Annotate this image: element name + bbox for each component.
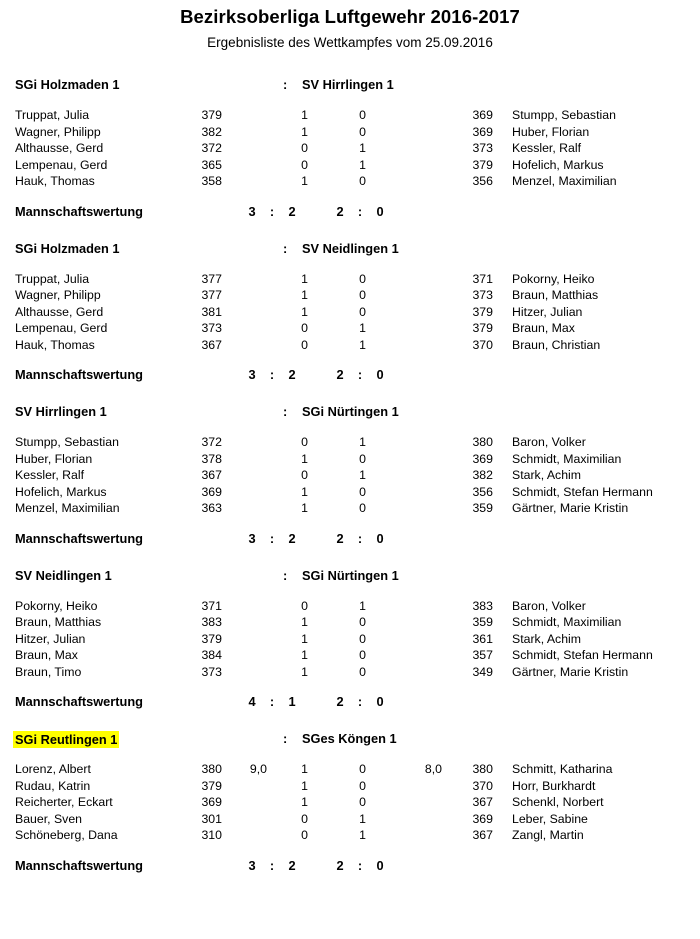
team-result-away-mp: 0 xyxy=(376,203,384,219)
team-result-separator: : xyxy=(269,203,275,219)
away-shooter-score: 371 xyxy=(472,271,493,286)
home-points: 1 xyxy=(301,484,308,499)
team-result-home-pts: 3 xyxy=(248,530,256,546)
away-shooter-score: 369 xyxy=(472,811,493,826)
team-result-label: Mannschaftswertung xyxy=(15,203,143,219)
table-row xyxy=(0,435,700,452)
home-shooter-name: Huber, Florian xyxy=(15,451,93,466)
page-title: Bezirksoberliga Luftgewehr 2016-2017 xyxy=(180,6,520,27)
team-result-row xyxy=(0,694,700,714)
home-shooter-name: Hauk, Thomas xyxy=(15,337,95,352)
versus-separator: : xyxy=(283,240,288,256)
team-result-home-mp: 2 xyxy=(336,857,344,873)
home-shooter-score: 367 xyxy=(201,468,222,482)
team-result-label: Mannschaftswertung xyxy=(15,530,143,546)
away-points: 1 xyxy=(359,468,366,482)
away-points: 0 xyxy=(359,288,366,302)
home-shooter-name: Kessler, Ralf xyxy=(15,468,85,482)
home-team-name: SGi Reutlingen 1 xyxy=(15,732,118,747)
away-shooter-name: Braun, Christian xyxy=(512,337,601,352)
home-shooter-score: 373 xyxy=(201,664,222,679)
home-shooter-score: 379 xyxy=(201,778,222,793)
match-block xyxy=(0,568,700,715)
table-row xyxy=(0,501,700,518)
away-team-name: SGi Nürtingen 1 xyxy=(302,404,399,419)
away-points: 1 xyxy=(359,598,366,613)
away-points: 0 xyxy=(359,484,366,499)
home-shooter-score: 373 xyxy=(201,321,222,335)
home-shooter-name: Lorenz, Albert xyxy=(15,762,91,776)
home-shooter-name: Lempenau, Gerd xyxy=(15,321,108,335)
home-points: 1 xyxy=(301,501,308,515)
team-result-away-pts: 2 xyxy=(288,530,296,546)
home-shooter-name: Truppat, Julia xyxy=(15,108,90,122)
team-result-separator: : xyxy=(269,530,275,546)
home-shooter-name: Braun, Max xyxy=(15,648,78,662)
away-shooter-name: Schmitt, Katharina xyxy=(512,762,613,776)
away-shooter-score: 357 xyxy=(472,648,493,662)
away-shooter-name: Stark, Achim xyxy=(512,631,582,646)
away-points: 1 xyxy=(359,811,366,826)
home-points: 1 xyxy=(301,271,308,286)
home-points: 0 xyxy=(301,828,308,842)
away-points: 0 xyxy=(359,664,366,679)
home-shooter-name: Wagner, Philipp xyxy=(15,124,101,139)
away-shooter-name: Schenkl, Norbert xyxy=(512,795,604,809)
team-result-away-pts: 2 xyxy=(288,203,296,219)
home-points: 1 xyxy=(301,451,308,466)
match-block xyxy=(0,241,700,388)
home-shooter-score: 310 xyxy=(201,828,222,842)
home-shooter-score: 377 xyxy=(201,271,222,286)
home-shooter-score: 365 xyxy=(201,157,222,172)
team-result-separator: : xyxy=(357,203,363,219)
away-points: 0 xyxy=(359,615,366,629)
team-result-row xyxy=(0,204,700,224)
away-shooter-name: Stark, Achim xyxy=(512,468,582,482)
team-result-away-pts: 2 xyxy=(288,857,296,873)
team-result-separator: : xyxy=(357,530,363,546)
home-shooter-name: Hauk, Thomas xyxy=(15,174,95,188)
away-shooter-score: 373 xyxy=(472,288,493,302)
away-shooter-score: 361 xyxy=(472,631,493,646)
away-points: 0 xyxy=(359,304,366,319)
team-result-away-mp: 0 xyxy=(376,694,384,709)
home-team-name: SV Hirrlingen 1 xyxy=(15,404,107,419)
team-result-row xyxy=(0,858,700,878)
table-row xyxy=(0,338,700,355)
home-shooter-name: Menzel, Maximilian xyxy=(15,501,120,515)
team-result-separator: : xyxy=(357,694,363,709)
home-shooter-name: Braun, Matthias xyxy=(15,615,102,629)
away-points: 0 xyxy=(359,108,366,122)
home-shooter-name: Reicherter, Eckart xyxy=(15,795,113,809)
team-result-separator: : xyxy=(269,367,275,382)
away-shooter-score: 380 xyxy=(472,435,493,449)
match-header xyxy=(0,731,700,753)
shooter-rows xyxy=(0,435,700,518)
away-shooter-score: 380 xyxy=(472,762,493,776)
table-row xyxy=(0,452,700,469)
away-shooter-name: Zangl, Martin xyxy=(512,828,584,842)
team-result-home-mp: 2 xyxy=(336,530,344,546)
home-shooter-name: Braun, Timo xyxy=(15,664,82,679)
away-shooter-name: Kessler, Ralf xyxy=(512,141,582,155)
away-shooter-name: Schmidt, Maximilian xyxy=(512,451,622,466)
table-row xyxy=(0,108,700,125)
team-result-home-pts: 3 xyxy=(248,203,256,219)
home-shooter-score: 380 xyxy=(201,762,222,776)
home-points: 1 xyxy=(301,304,308,319)
table-row xyxy=(0,321,700,338)
away-points: 1 xyxy=(359,828,366,842)
home-points: 1 xyxy=(301,778,308,793)
home-points: 1 xyxy=(301,124,308,139)
away-tiebreak: 8,0 xyxy=(424,762,442,776)
home-points: 0 xyxy=(301,435,308,449)
match-header xyxy=(0,241,700,263)
away-shooter-score: 383 xyxy=(472,598,493,613)
away-points: 1 xyxy=(359,321,366,335)
away-shooter-name: Stumpp, Sebastian xyxy=(512,108,616,122)
shooter-rows xyxy=(0,599,700,682)
home-points: 0 xyxy=(301,157,308,172)
match-block xyxy=(0,77,700,224)
home-shooter-name: Wagner, Philipp xyxy=(15,288,101,302)
table-row xyxy=(0,762,700,779)
home-points: 0 xyxy=(301,321,308,335)
away-shooter-name: Gärtner, Marie Kristin xyxy=(512,664,629,679)
document-header xyxy=(0,0,700,52)
home-shooter-name: Truppat, Julia xyxy=(15,271,90,286)
home-points: 0 xyxy=(301,598,308,613)
away-shooter-score: 369 xyxy=(472,451,493,466)
home-points: 1 xyxy=(301,615,308,629)
team-result-separator: : xyxy=(357,857,363,873)
table-row xyxy=(0,665,700,682)
home-shooter-name: Stumpp, Sebastian xyxy=(15,435,119,449)
home-shooter-name: Pokorny, Heiko xyxy=(15,598,98,613)
home-shooter-name: Rudau, Katrin xyxy=(15,778,91,793)
home-points: 1 xyxy=(301,288,308,302)
home-points: 1 xyxy=(301,631,308,646)
table-row xyxy=(0,158,700,175)
away-team-name: SV Hirrlingen 1 xyxy=(302,77,394,92)
table-row xyxy=(0,468,700,485)
away-shooter-score: 379 xyxy=(472,304,493,319)
table-row xyxy=(0,599,700,616)
away-points: 0 xyxy=(359,271,366,286)
table-row xyxy=(0,174,700,191)
team-result-away-mp: 0 xyxy=(376,530,384,546)
away-shooter-name: Schmidt, Maximilian xyxy=(512,615,622,629)
table-row xyxy=(0,812,700,829)
away-shooter-score: 382 xyxy=(472,468,493,482)
away-team-name: SV Neidlingen 1 xyxy=(302,240,399,256)
match-header xyxy=(0,568,700,590)
table-row xyxy=(0,828,700,845)
versus-separator: : xyxy=(283,404,288,419)
away-shooter-name: Baron, Volker xyxy=(512,598,586,613)
team-result-home-mp: 2 xyxy=(336,203,344,219)
match-blocks-container xyxy=(0,77,700,878)
away-shooter-score: 359 xyxy=(472,501,493,515)
away-shooter-score: 356 xyxy=(472,174,493,188)
away-points: 1 xyxy=(359,435,366,449)
away-points: 0 xyxy=(359,762,366,776)
home-points: 1 xyxy=(301,108,308,122)
away-points: 0 xyxy=(359,124,366,139)
away-shooter-score: 370 xyxy=(472,337,493,352)
away-shooter-score: 356 xyxy=(472,484,493,499)
team-result-away-mp: 0 xyxy=(376,367,384,382)
shooter-rows xyxy=(0,762,700,845)
away-shooter-name: Braun, Matthias xyxy=(512,288,599,302)
table-row xyxy=(0,795,700,812)
table-row xyxy=(0,141,700,158)
home-points: 1 xyxy=(301,762,308,776)
team-result-home-pts: 3 xyxy=(248,367,256,382)
away-shooter-name: Horr, Burkhardt xyxy=(512,778,596,793)
home-points: 1 xyxy=(301,174,308,188)
home-points: 0 xyxy=(301,337,308,352)
home-team-name: SGi Holzmaden 1 xyxy=(15,240,120,256)
home-team-name: SV Neidlingen 1 xyxy=(15,567,112,583)
versus-separator: : xyxy=(283,567,288,583)
home-shooter-name: Hofelich, Markus xyxy=(15,484,107,499)
table-row xyxy=(0,485,700,502)
home-shooter-score: 382 xyxy=(201,124,222,139)
team-result-home-mp: 2 xyxy=(336,694,344,709)
home-shooter-score: 369 xyxy=(201,484,222,499)
home-shooter-name: Hitzer, Julian xyxy=(15,631,86,646)
away-points: 0 xyxy=(359,501,366,515)
away-team-name: SGi Nürtingen 1 xyxy=(302,567,399,583)
home-shooter-name: Althausse, Gerd xyxy=(15,141,104,155)
away-team-name: SGes Köngen 1 xyxy=(302,731,397,746)
team-result-home-pts: 3 xyxy=(248,857,256,873)
away-points: 0 xyxy=(359,648,366,662)
away-points: 0 xyxy=(359,174,366,188)
home-shooter-score: 379 xyxy=(201,108,222,122)
home-team-name: SGi Holzmaden 1 xyxy=(15,77,120,92)
home-shooter-score: 363 xyxy=(201,501,222,515)
home-shooter-score: 358 xyxy=(201,174,222,188)
team-result-home-pts: 4 xyxy=(248,694,256,709)
away-shooter-name: Schmidt, Stefan Hermann xyxy=(512,648,653,662)
team-result-label: Mannschaftswertung xyxy=(15,857,143,873)
away-shooter-score: 379 xyxy=(472,157,493,172)
page-subtitle: Ergebnisliste des Wettkampfes vom 25.09.2016 xyxy=(207,35,493,50)
versus-separator: : xyxy=(283,77,288,92)
home-points: 1 xyxy=(301,664,308,679)
away-points: 0 xyxy=(359,451,366,466)
home-shooter-score: 369 xyxy=(201,795,222,809)
away-points: 0 xyxy=(359,631,366,646)
home-points: 0 xyxy=(301,141,308,155)
match-header xyxy=(0,404,700,426)
away-shooter-score: 359 xyxy=(472,615,493,629)
team-result-separator: : xyxy=(269,857,275,873)
team-result-label: Mannschaftswertung xyxy=(15,694,143,709)
home-shooter-score: 371 xyxy=(201,598,222,613)
away-shooter-name: Pokorny, Heiko xyxy=(512,271,595,286)
home-points: 0 xyxy=(301,811,308,826)
away-shooter-score: 370 xyxy=(472,778,493,793)
home-shooter-score: 367 xyxy=(201,337,222,352)
home-shooter-score: 377 xyxy=(201,288,222,302)
away-points: 0 xyxy=(359,778,366,793)
home-points: 1 xyxy=(301,795,308,809)
versus-separator: : xyxy=(283,731,288,746)
team-result-label: Mannschaftswertung xyxy=(15,367,143,382)
home-shooter-score: 384 xyxy=(201,648,222,662)
team-result-separator: : xyxy=(357,367,363,382)
away-shooter-score: 369 xyxy=(472,124,493,139)
away-shooter-score: 367 xyxy=(472,795,493,809)
home-shooter-score: 372 xyxy=(201,435,222,449)
table-row xyxy=(0,125,700,142)
table-row xyxy=(0,272,700,289)
team-result-home-mp: 2 xyxy=(336,367,344,382)
home-tiebreak: 9,0 xyxy=(249,762,267,776)
table-row xyxy=(0,288,700,305)
team-result-row xyxy=(0,531,700,551)
team-result-separator: : xyxy=(269,694,275,709)
home-shooter-score: 372 xyxy=(201,141,222,155)
home-shooter-name: Althausse, Gerd xyxy=(15,304,104,319)
away-shooter-name: Schmidt, Stefan Hermann xyxy=(512,484,653,499)
away-shooter-name: Leber, Sabine xyxy=(512,811,588,826)
home-points: 1 xyxy=(301,648,308,662)
home-shooter-score: 379 xyxy=(201,631,222,646)
away-shooter-score: 379 xyxy=(472,321,493,335)
table-row xyxy=(0,779,700,796)
away-points: 0 xyxy=(359,795,366,809)
home-shooter-score: 383 xyxy=(201,615,222,629)
table-row xyxy=(0,615,700,632)
match-block xyxy=(0,731,700,878)
home-shooter-name: Schöneberg, Dana xyxy=(15,828,118,842)
match-header xyxy=(0,77,700,99)
away-shooter-score: 373 xyxy=(472,141,493,155)
away-points: 1 xyxy=(359,141,366,155)
away-points: 1 xyxy=(359,337,366,352)
home-shooter-score: 301 xyxy=(201,811,222,826)
away-shooter-score: 367 xyxy=(472,828,493,842)
shooter-rows xyxy=(0,108,700,191)
away-shooter-score: 369 xyxy=(472,108,493,122)
table-row xyxy=(0,305,700,322)
away-shooter-score: 349 xyxy=(472,664,493,679)
away-shooter-name: Braun, Max xyxy=(512,321,575,335)
home-shooter-score: 381 xyxy=(201,304,222,319)
team-result-away-pts: 2 xyxy=(288,367,296,382)
home-shooter-score: 378 xyxy=(201,451,222,466)
table-row xyxy=(0,632,700,649)
shooter-rows xyxy=(0,272,700,355)
away-shooter-name: Hitzer, Julian xyxy=(512,304,583,319)
away-shooter-name: Menzel, Maximilian xyxy=(512,174,617,188)
team-result-row xyxy=(0,367,700,387)
away-shooter-name: Hofelich, Markus xyxy=(512,157,604,172)
home-shooter-name: Lempenau, Gerd xyxy=(15,157,108,172)
away-shooter-name: Baron, Volker xyxy=(512,435,586,449)
away-points: 1 xyxy=(359,157,366,172)
team-result-away-mp: 0 xyxy=(376,857,384,873)
home-points: 0 xyxy=(301,468,308,482)
home-shooter-name: Bauer, Sven xyxy=(15,811,82,826)
away-shooter-name: Gärtner, Marie Kristin xyxy=(512,501,629,515)
away-shooter-name: Huber, Florian xyxy=(512,124,590,139)
match-block xyxy=(0,404,700,551)
table-row xyxy=(0,648,700,665)
team-result-away-pts: 1 xyxy=(288,694,296,709)
